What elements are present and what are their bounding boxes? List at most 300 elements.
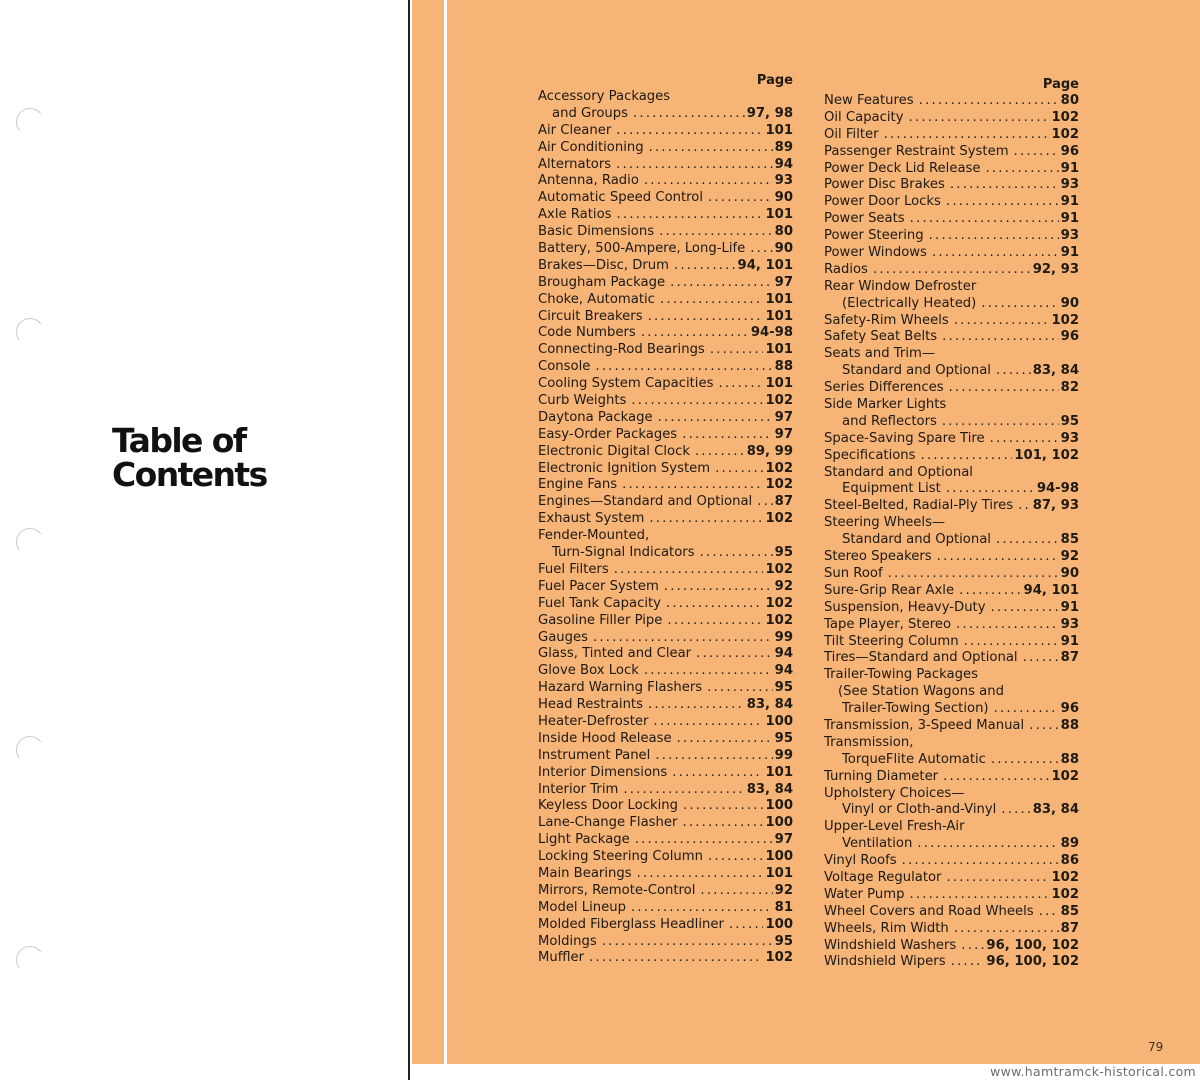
index-entry: [538, 950, 793, 967]
index-entry: [824, 414, 1079, 431]
index-entry: [824, 921, 1079, 938]
entry-topic: Heater-Defroster: [538, 713, 649, 729]
entry-page: 90: [1060, 295, 1079, 311]
index-entry: [538, 292, 793, 309]
index-entry: [824, 448, 1079, 465]
dot-leader: [991, 600, 1059, 617]
entry-topic: Fuel Pacer System: [538, 578, 659, 594]
entry-topic: Series Differences: [824, 380, 944, 396]
index-entry: [824, 93, 1079, 110]
dot-leader: [670, 275, 773, 292]
entry-page: 91: [1060, 599, 1079, 615]
entry-topic: Fuel Filters: [538, 561, 609, 577]
index-entry: [538, 173, 793, 190]
index-entry: [538, 410, 793, 427]
entry-topic: Sure-Grip Rear Axle: [824, 582, 955, 598]
entry-topic: Power Deck Lid Release: [824, 160, 981, 176]
dot-leader: [937, 549, 1059, 566]
dot-leader: [644, 663, 773, 680]
index-entry: [538, 477, 793, 494]
entry-topic: Exhaust System: [538, 511, 645, 527]
watermark-url: www.hamtramck-historical.com: [990, 1064, 1196, 1079]
index-entry: [824, 363, 1079, 380]
index-entry: [824, 667, 1079, 684]
index-list-left: [538, 89, 793, 967]
entry-topic: Safety-Rim Wheels: [824, 312, 949, 328]
index-entry: [824, 938, 1079, 955]
index-entry: [824, 870, 1079, 887]
index-entry: [824, 498, 1079, 515]
entry-page: 93: [1060, 616, 1079, 632]
entry-page: 85: [1060, 903, 1079, 919]
entry-topic: Connecting-Rod Bearings: [538, 342, 705, 358]
entry-page: 86: [1060, 853, 1079, 869]
dot-leader: [700, 545, 773, 562]
dot-leader: [655, 748, 772, 765]
entry-page: 95: [774, 730, 793, 746]
index-entry: [824, 279, 1079, 296]
index-entry: [538, 89, 793, 106]
dot-leader: [660, 292, 764, 309]
entry-page: 97: [774, 426, 793, 442]
index-entry: [824, 786, 1079, 803]
dot-leader: [946, 870, 1049, 887]
dot-leader: [888, 566, 1059, 583]
dot-leader: [873, 262, 1031, 279]
index-entry: [538, 140, 793, 157]
entry-page: 89: [774, 139, 793, 155]
entry-page: 91: [1060, 160, 1079, 176]
dot-leader: [622, 477, 763, 494]
entry-topic: Circuit Breakers: [538, 308, 643, 324]
entry-topic: Interior Trim: [538, 781, 619, 797]
entry-page: 102: [765, 477, 793, 493]
index-entry: [538, 511, 793, 528]
entry-page: 99: [774, 629, 793, 645]
entry-page: 97, 98: [746, 105, 793, 121]
index-entry: [538, 444, 793, 461]
entry-page: 94-98: [1036, 481, 1079, 497]
index-entry: [538, 613, 793, 630]
entry-page: 90: [774, 241, 793, 257]
entry-topic: Water Pump: [824, 886, 905, 902]
entry-page: 99: [774, 747, 793, 763]
dot-leader: [1023, 650, 1059, 667]
entry-topic: Wheel Covers and Road Wheels: [824, 903, 1034, 919]
dot-leader: [956, 617, 1059, 634]
index-entry: [538, 258, 793, 275]
entry-page: 102: [1051, 109, 1079, 125]
entry-page: 92: [1060, 549, 1079, 565]
entry-page: 87: [1060, 920, 1079, 936]
entry-page: 93: [1060, 177, 1079, 193]
entry-page: 95: [1060, 413, 1079, 429]
entry-topic: Transmission, 3-Speed Manual: [824, 717, 1025, 733]
dot-leader: [653, 714, 763, 731]
entry-topic: Muffler: [538, 950, 585, 966]
entry-topic: Turn-Signal Indicators: [552, 545, 695, 561]
entry-page: 93: [1060, 228, 1079, 244]
dot-leader: [700, 883, 772, 900]
index-entry: [538, 765, 793, 782]
index-entry: [538, 545, 793, 562]
entry-topic: TorqueFlite Automatic: [842, 751, 986, 767]
binder-hole: [14, 106, 46, 138]
dot-leader: [715, 461, 763, 478]
entry-topic: Accessory Packages: [538, 89, 671, 104]
entry-topic: Passenger Restraint System: [824, 143, 1009, 159]
dot-leader: [921, 448, 1013, 465]
entry-page: 94, 101: [1023, 582, 1079, 598]
entry-topic: Sun Roof: [824, 565, 883, 581]
dot-leader: [682, 815, 763, 832]
dot-leader: [909, 110, 1050, 127]
entry-topic: Safety Seat Belts: [824, 329, 938, 345]
entry-topic: Keyless Door Locking: [538, 798, 678, 814]
dot-leader: [1001, 802, 1030, 819]
index-entry: [538, 241, 793, 258]
dot-leader: [996, 363, 1031, 380]
dot-leader: [910, 211, 1059, 228]
dot-leader: [682, 427, 772, 444]
entry-page: 88: [774, 359, 793, 375]
entry-page: 94: [774, 663, 793, 679]
entry-topic: Model Lineup: [538, 899, 626, 915]
entry-page: 101: [765, 291, 793, 307]
entry-page: 88: [1060, 751, 1079, 767]
index-entry: [824, 769, 1079, 786]
entry-page: 83, 84: [746, 781, 793, 797]
dot-leader: [623, 782, 744, 799]
dot-leader: [994, 701, 1059, 718]
entry-page: 83, 84: [1032, 802, 1079, 818]
dot-leader: [932, 245, 1059, 262]
index-entry: [824, 549, 1079, 566]
index-entry: [538, 494, 793, 511]
dot-leader: [635, 832, 773, 849]
index-entry: [538, 782, 793, 799]
index-column-right: [824, 76, 1079, 971]
index-entry: [824, 515, 1079, 532]
dot-leader: [666, 596, 764, 613]
dot-leader: [757, 494, 772, 511]
index-entry: [538, 123, 793, 140]
dot-leader: [641, 325, 749, 342]
entry-page: 102: [1051, 869, 1079, 885]
entry-topic: New Features: [824, 93, 914, 108]
entry-topic: Electronic Digital Clock: [538, 443, 690, 459]
entry-page: 96, 100, 102: [986, 937, 1079, 953]
entry-topic: Head Restraints: [538, 697, 643, 713]
index-entry: [538, 798, 793, 815]
index-entry: [824, 650, 1079, 667]
entry-topic: Oil Filter: [824, 126, 879, 142]
entry-page: 102: [1051, 126, 1079, 142]
dot-leader: [981, 296, 1058, 313]
index-entry: [824, 701, 1079, 718]
index-entry: [538, 427, 793, 444]
dot-leader: [990, 431, 1059, 448]
entry-topic: Equipment List: [842, 481, 941, 497]
entry-topic: Tilt Steering Column: [824, 633, 959, 649]
dot-leader: [664, 579, 773, 596]
entry-page: 88: [1060, 717, 1079, 733]
dot-leader: [991, 752, 1059, 769]
entry-page: 92: [774, 578, 793, 594]
index-entry: [824, 836, 1079, 853]
entry-page: 94: [774, 646, 793, 662]
index-entry: [824, 431, 1079, 448]
index-entry: [824, 481, 1079, 498]
entry-page: 102: [765, 511, 793, 527]
entry-topic: Power Seats: [824, 211, 905, 227]
dot-leader: [683, 798, 763, 815]
entry-page: 100: [765, 815, 793, 831]
entry-topic: Side Marker Lights: [824, 397, 947, 413]
entry-topic: (See Station Wagons and: [838, 684, 1004, 700]
index-entry: [538, 883, 793, 900]
entry-page: 102: [765, 950, 793, 966]
entry-page: 82: [1060, 380, 1079, 396]
dot-leader: [1029, 718, 1058, 735]
entry-page: 102: [1051, 768, 1079, 784]
dot-leader: [959, 583, 1021, 600]
dot-leader: [633, 106, 745, 123]
entry-topic: Inside Hood Release: [538, 730, 672, 746]
entry-page: 89, 99: [746, 443, 793, 459]
dot-leader: [961, 938, 984, 955]
left-page: [0, 0, 412, 1080]
entry-page: 87: [1060, 650, 1079, 666]
entry-page: 102: [1051, 312, 1079, 328]
dot-leader: [942, 414, 1059, 431]
entry-topic: Code Numbers: [538, 325, 636, 341]
entry-page: 95: [774, 680, 793, 696]
dot-leader: [658, 410, 773, 427]
index-entry: [824, 634, 1079, 651]
dot-leader: [593, 630, 773, 647]
entry-topic: Specifications: [824, 447, 916, 463]
entry-page: 91: [1060, 633, 1079, 649]
entry-topic: Tires—Standard and Optional: [824, 650, 1018, 666]
entry-topic: Fender-Mounted,: [538, 528, 650, 544]
index-entry: [824, 211, 1079, 228]
entry-topic: Battery, 500-Ampere, Long-Life: [538, 241, 746, 257]
entry-topic: Steel-Belted, Radial-Ply Tires: [824, 498, 1014, 514]
entry-topic: Windshield Wipers: [824, 954, 946, 970]
index-entry: [538, 309, 793, 326]
entry-page: 101: [765, 376, 793, 392]
index-column-left: [538, 72, 793, 967]
index-entry: [824, 735, 1079, 752]
entry-topic: Standard and Optional: [842, 532, 991, 548]
entry-topic: Electronic Ignition System: [538, 460, 711, 476]
entry-page: 100: [765, 916, 793, 932]
entry-topic: Radios: [824, 261, 868, 277]
entry-topic: Tape Player, Stereo: [824, 616, 952, 632]
index-entry: [824, 887, 1079, 904]
entry-page: 85: [1060, 532, 1079, 548]
dot-leader: [1014, 144, 1059, 161]
entry-page: 100: [765, 713, 793, 729]
index-entry: [538, 528, 793, 545]
entry-topic: Vinyl Roofs: [824, 853, 897, 869]
entry-page: 102: [765, 460, 793, 476]
index-entry: [824, 566, 1079, 583]
index-entry: [538, 579, 793, 596]
index-entry: [538, 680, 793, 697]
dot-leader: [943, 769, 1049, 786]
dot-leader: [616, 157, 773, 174]
entry-page: 83, 84: [746, 697, 793, 713]
entry-topic: Engines—Standard and Optional: [538, 494, 753, 510]
index-entry: [538, 646, 793, 663]
dot-leader: [614, 562, 764, 579]
index-entry: [538, 866, 793, 883]
entry-page: 96: [1060, 143, 1079, 159]
index-entry: [824, 194, 1079, 211]
index-entry: [538, 815, 793, 832]
index-entry: [824, 245, 1079, 262]
entry-topic: Glove Box Lock: [538, 663, 639, 679]
index-entry: [538, 106, 793, 123]
entry-topic: Air Conditioning: [538, 139, 644, 155]
entry-topic: Axle Ratios: [538, 207, 612, 223]
index-entry: [538, 207, 793, 224]
index-entry: [824, 296, 1079, 313]
index-entry: [824, 802, 1079, 819]
page-title: [112, 421, 267, 494]
entry-topic: Standard and Optional: [842, 363, 991, 379]
index-entry: [538, 934, 793, 951]
dot-leader: [949, 380, 1059, 397]
entry-page: 80: [774, 224, 793, 240]
entry-topic: Console: [538, 359, 591, 375]
index-entry: [824, 110, 1079, 127]
dot-leader: [1039, 904, 1059, 921]
index-entry: [538, 190, 793, 207]
dot-leader: [707, 680, 773, 697]
margin-rule: [444, 0, 447, 1080]
entry-page: 101: [765, 764, 793, 780]
entry-topic: Upper-Level Fresh-Air: [824, 819, 965, 835]
dot-leader: [708, 849, 764, 866]
index-entry: [538, 342, 793, 359]
dot-leader: [649, 511, 763, 528]
dot-leader: [631, 900, 773, 917]
dot-leader: [708, 190, 773, 207]
entry-topic: Fuel Tank Capacity: [538, 595, 661, 611]
entry-topic: Stereo Speakers: [824, 549, 932, 565]
dot-leader: [951, 954, 985, 971]
entry-page: 90: [1060, 565, 1079, 581]
index-entry: [824, 329, 1079, 346]
entry-topic: Cooling System Capacities: [538, 376, 714, 392]
index-entry: [824, 617, 1079, 634]
entry-page: 101: [765, 122, 793, 138]
dot-leader: [942, 329, 1058, 346]
index-entry: [538, 596, 793, 613]
entry-page: 91: [1060, 245, 1079, 261]
dot-leader: [950, 177, 1059, 194]
dot-leader: [637, 866, 764, 883]
entry-topic: Power Steering: [824, 228, 924, 244]
page-number: 79: [1148, 1040, 1164, 1054]
dot-leader: [946, 194, 1059, 211]
entry-topic: Mirrors, Remote-Control: [538, 882, 696, 898]
entry-page: 97: [774, 409, 793, 425]
entry-page: 101, 102: [1014, 447, 1079, 463]
index-entry: [538, 917, 793, 934]
dot-leader: [695, 444, 745, 461]
dot-leader: [696, 646, 773, 663]
entry-page: 83, 84: [1032, 363, 1079, 379]
entry-page: 91: [1060, 194, 1079, 210]
dot-leader: [902, 853, 1059, 870]
entry-page: 93: [1060, 430, 1079, 446]
dot-leader: [616, 123, 763, 140]
index-list-right: [824, 93, 1079, 971]
entry-page: 101: [765, 342, 793, 358]
dot-leader: [954, 313, 1050, 330]
entry-topic: Trailer-Towing Section): [842, 701, 989, 717]
entry-page: 92, 93: [1032, 261, 1079, 277]
index-entry: [538, 562, 793, 579]
entry-topic: Easy-Order Packages: [538, 426, 678, 442]
index-entry: [824, 583, 1079, 600]
entry-page: 101: [765, 865, 793, 881]
index-entry: [538, 157, 793, 174]
entry-page: 90: [774, 190, 793, 206]
entry-topic: Instrument Panel: [538, 747, 651, 763]
entry-topic: Choke, Automatic: [538, 291, 655, 307]
entry-page: 102: [765, 595, 793, 611]
dot-leader: [617, 207, 764, 224]
entry-page: 102: [1051, 886, 1079, 902]
entry-topic: (Electrically Heated): [842, 295, 977, 311]
entry-page: 87, 93: [1032, 498, 1079, 514]
dot-leader: [996, 532, 1059, 549]
index-entry: [824, 465, 1079, 482]
entry-topic: Air Cleaner: [538, 122, 612, 138]
entry-topic: Seats and Trim—: [824, 346, 936, 362]
binder-hole: [14, 944, 46, 976]
entry-page: 96: [1060, 701, 1079, 717]
dot-leader: [659, 224, 773, 241]
entry-topic: Gasoline Filler Pipe: [538, 612, 663, 628]
dot-leader: [648, 697, 745, 714]
entry-page: 91: [1060, 211, 1079, 227]
dot-leader: [986, 161, 1059, 178]
index-entry: [538, 275, 793, 292]
entry-topic: Alternators: [538, 156, 612, 172]
entry-topic: Upholstery Choices—: [824, 785, 965, 801]
dot-leader: [929, 228, 1059, 245]
entry-page: 81: [774, 899, 793, 915]
binder-hole: [14, 526, 46, 558]
entry-topic: Turning Diameter: [824, 768, 939, 784]
entry-page: 100: [765, 849, 793, 865]
entry-page: 89: [1060, 836, 1079, 852]
entry-topic: Wheels, Rim Width: [824, 920, 949, 936]
entry-topic: Locking Steering Column: [538, 849, 703, 865]
dot-leader: [677, 731, 773, 748]
entry-topic: and Reflectors: [842, 413, 937, 429]
index-entry: [538, 393, 793, 410]
entry-page: 96: [1060, 329, 1079, 345]
entry-topic: Interior Dimensions: [538, 764, 668, 780]
entry-topic: Hazard Warning Flashers: [538, 680, 703, 696]
